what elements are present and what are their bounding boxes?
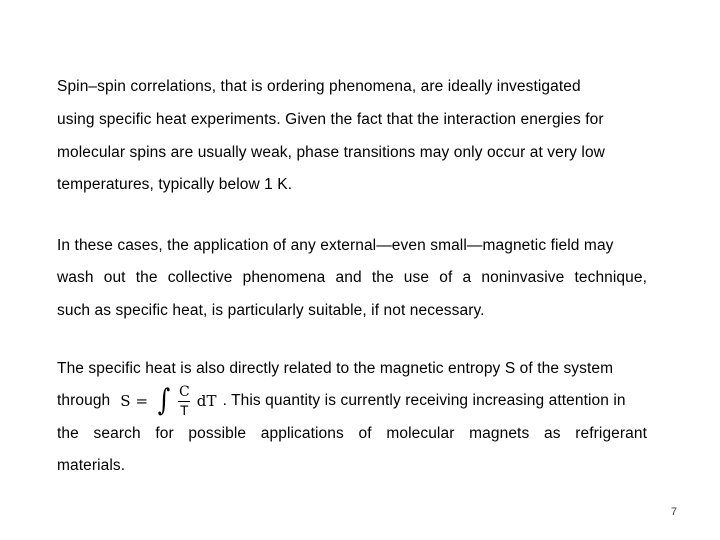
paragraph-1-line-3: molecular spins are usually weak, phase transitions may only occur at very low (57, 144, 605, 161)
paragraph-1-line-2: using specific heat experiments. Given the fact that the interaction energies for (57, 111, 604, 128)
paragraph-2-line-3: such as specific heat, is particularly suitable, if not necessary. (57, 302, 485, 319)
paragraph-2-line-2: wash out the collective phenomena and the use of a noninvasive technique, (57, 269, 647, 286)
paragraph-2-line-1: In these cases, the application of any external—even small—magnetic field may (57, 237, 614, 254)
paragraph-3-line-2-before: through (57, 392, 111, 409)
paragraph-3-line-3: the search for possible applications of molecular magnets as refrigerant (57, 425, 647, 442)
entropy-formula (120, 385, 216, 418)
formula-numerator: C (178, 383, 190, 400)
formula-fraction (178, 385, 191, 418)
page-number: 7 (670, 506, 677, 518)
paragraph-3-line-2-after: . This quantity is currently receiving increasing attention in (222, 392, 626, 409)
formula-lhs: S = (120, 392, 149, 410)
paragraph-1-line-1: Spin–spin correlations, that is ordering phenomena, are ideally investigated (57, 78, 581, 95)
paragraph-1-line-4: temperatures, typically below 1 K. (57, 176, 293, 193)
formula-denominator: T (180, 401, 189, 418)
formula-differential: dT (196, 392, 217, 410)
paragraph-3-line-4: materials. (57, 457, 126, 474)
paragraph-3-line-1: The specific heat is also directly related to the magnetic entropy S of the system (57, 360, 614, 377)
integral-sign: ∫ (157, 383, 171, 418)
paragraph-3-line-2 (57, 380, 626, 422)
